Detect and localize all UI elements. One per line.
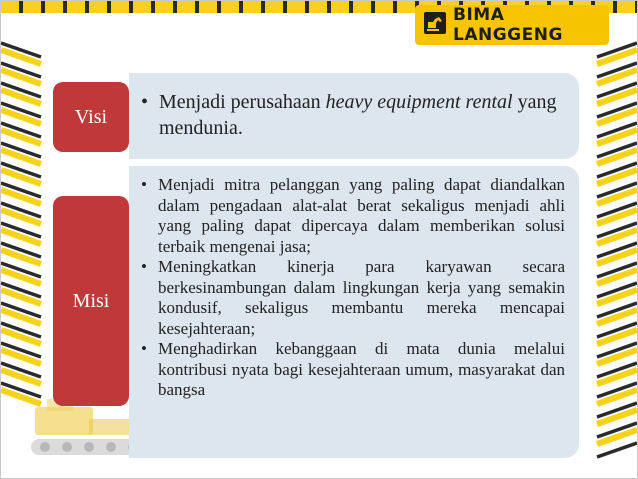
misi-item: [141, 175, 565, 257]
misi-item-text: Menjadi mitra pelanggan yang paling dapat diandalkan dalam pengadaan alat-alat berat sekaligus menjadi ahli yang paling dapat dipercaya dalam memberikan solusi terbaik mengenai jasa;: [158, 175, 565, 256]
hazard-stripes-right: [595, 41, 637, 461]
bullet-icon: •: [141, 257, 147, 276]
visi-text: Menjadi perusahaan heavy equipment rental yang mendunia.: [159, 91, 557, 139]
brand-logo: [415, 5, 609, 45]
excavator-icon: [423, 11, 447, 40]
visi-panel: [129, 73, 579, 159]
misi-list: [141, 175, 565, 401]
brand-name: BIMA LANGGENG: [453, 5, 563, 45]
misi-item: [141, 339, 565, 401]
misi-item-text: Meningkatkan kinerja para karyawan secara berkesinambungan dalam lingkungan kerja yang semakin kondusif, sekaligus membantu mereka mencapai kesejahteraan;: [158, 257, 565, 338]
visi-statement: [141, 89, 561, 141]
misi-item: [141, 257, 565, 339]
visi-label: Visi: [53, 82, 129, 152]
misi-panel: [129, 166, 579, 458]
misi-label: Misi: [53, 196, 129, 406]
bullet-icon: •: [141, 175, 147, 194]
bullet-icon: •: [141, 339, 147, 358]
misi-item-text: Menghadirkan kebanggaan di mata dunia melalui kontribusi nyata bagi kesejahteraan umum, masyarakat dan bangsa: [158, 339, 565, 399]
bullet-icon: •: [141, 91, 149, 113]
